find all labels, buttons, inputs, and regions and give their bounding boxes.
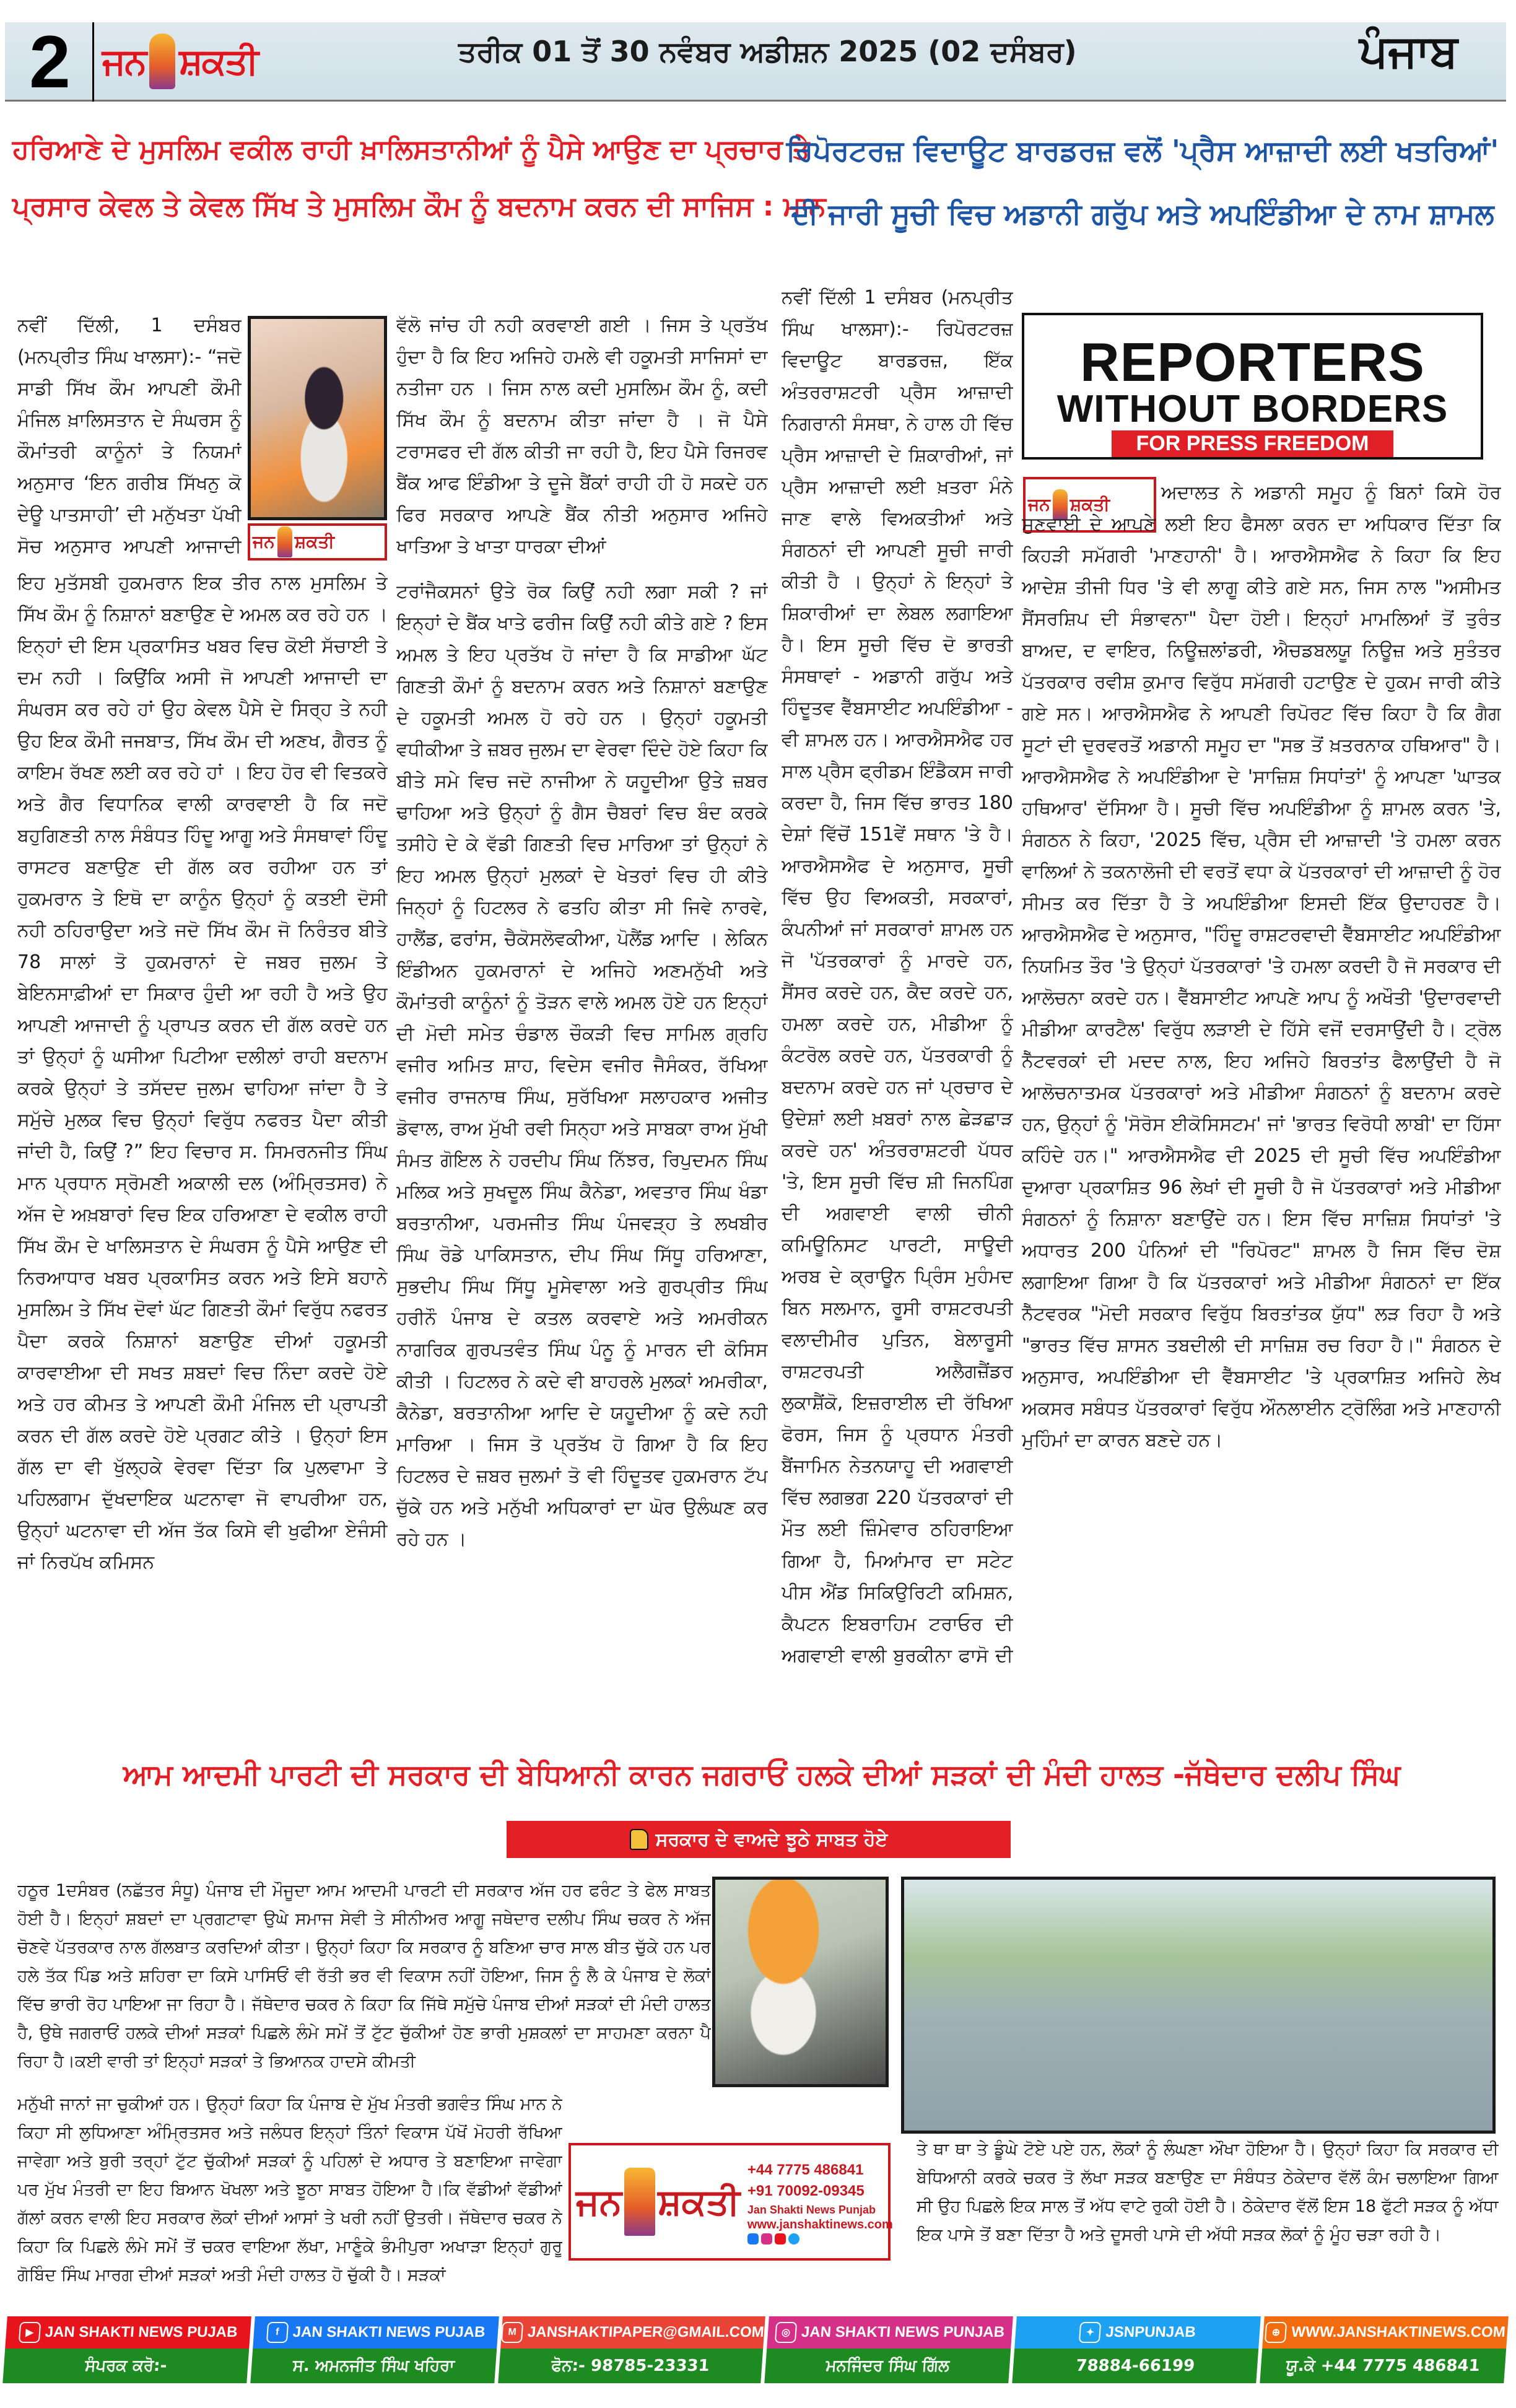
footer-item[interactable] [498, 2316, 765, 2384]
story1-column2-top: ਵੱਲੋ ਜਾਂਚ ਹੀ ਨਹੀ ਕਰਵਾਈ ਗਈ । ਜਿਸ ਤੇ ਪ੍ਰਤੱਖ ਹੁੰਦਾ ਹੈ ਕਿ ਇਹ ਅਜਿਹੇ ਹਮਲੇ ਵੀ ਹਕੂਮਤੀ ਸਾਜਿਸਾਂ ਦਾ ਨਤੀਜਾ ਹਨ । ਜਿਸ ਨਾਲ ਕਦੀ ਮੁਸਲਿਮ ਕੌਮ ਨੂੰ, ਕਦੀ ਸਿੱਖ ਕੌਮ ਨੂੰ ਬਦਨਾਮ ਕੀਤਾ ਜਾਂਦਾ ਹੈ । ਜੋ ਪੈਸੇ ਟਰਾਸਫਰ ਦੀ ਗੱਲ ਕੀਤੀ ਜਾ ਰਹੀ ਹੈ, ਇਹ ਪੈਸੇ ਰਿਜਰਵ ਬੈਂਕ ਆਫ ਇੰਡੀਆ ਤੇ ਦੂਜੇ ਬੈਂਕਾਂ ਰਾਹੀ ਹੀ ਹੋ ਸਕਦੇ ਹਨ ਫਿਰ ਸਰਕਾਰ ਆਪਣੇ ਬੈਂਕ ਨੀਤੀ ਅਨੁਸਾਰ ਅਜਿਹੇ ਖਾਤਿਆ ਤੇ ਖਾਤਾ ਧਾਰਕਾ ਦੀਆਂ [396, 315, 768, 557]
ad-logo-word-1: ਜਨ [1028, 494, 1050, 515]
story3-subheadline: ਸਰਕਾਰ ਦੇ ਵਾਅਦੇ ਝੂਠੇ ਸਾਬਤ ਹੋਏ [655, 1828, 888, 1851]
footer-item-top[interactable] [253, 2316, 499, 2349]
footer-item-contact: 78884-66199 [1012, 2349, 1258, 2383]
footer-item-label: JAN SHAKTI NEWS PUJAB [44, 2324, 238, 2340]
youtube-icon[interactable]: ▶ [19, 2322, 41, 2343]
facebook-icon[interactable] [747, 2233, 759, 2244]
twitter-icon[interactable] [788, 2233, 799, 2244]
footer-item-top[interactable] [500, 2316, 765, 2349]
instagram-icon[interactable] [761, 2233, 772, 2244]
globe-icon[interactable]: ⊕ [1265, 2322, 1287, 2343]
logo-emblem-icon [149, 33, 175, 89]
footer-item-label: JAN SHAKTI NEWS PUNJAB [800, 2324, 1005, 2340]
logo-word-2: ਸ਼ਕਤੀ [179, 40, 258, 82]
ad-logo-word-2: ਸ਼ਕਤੀ [1069, 494, 1110, 515]
section-name: ਪੰਜਾਬ [1359, 25, 1458, 77]
story1-column1-bottom: ਇਹ ਮੁਤੱਸਬੀ ਹੁਕਮਰਾਨ ਇਕ ਤੀਰ ਨਾਲ ਮੁਸਲਿਮ ਤੇ ਸਿੱਖ ਕੌਮ ਨੂੰ ਨਿਸ਼ਾਨਾਂ ਬਣਾਉਣ ਦੇ ਅਮਲ ਕਰ ਰਹੇ ਹਨ । ਇਨ੍ਹਾਂ ਦੀ ਇਸ ਪ੍ਰਕਾਸਿਤ ਖਬਰ ਵਿਚ ਕੋਈ ਸੱਚਾਈ ਤੇ ਦਮ ਨਹੀ । ਕਿਉਂਕਿ ਅਸੀ ਜੋ ਆਪਣੀ ਆਜਾਦੀ ਦਾ ਸੰਘਰਸ ਕਰ ਰਹੇ ਹਾਂ ਉਹ ਕੇਵਲ ਪੈਸੇ ਦੇ ਸਿਰ੍ਹ ਤੇ ਨਹੀ ਉਹ ਇਕ ਕੌਮੀ ਜਜਬਾਤ, ਸਿੱਖ ਕੌਮ ਦੀ ਅਣਖ, ਗੈਰਤ ਨੂੰ ਕਾਇਮ ਰੱਖਣ ਲਈ ਕਰ ਰਹੇ ਹਾਂ । ਇਹ ਹੋਰ ਵੀ ਵਿਤਕਰੇ ਅਤੇ ਗੈਰ ਵਿਧਾਨਿਕ ਵਾਲੀ ਕਾਰਵਾਈ ਹੈ ਕਿ ਜਦੋ ਬਹੁਗਿਣਤੀ ਨਾਲ ਸੰਬੰਧਤ ਹਿੰਦੂ ਆਗੂ ਅਤੇ ਸੰਸਥਾਵਾਂ ਹਿੰਦੂ ਰਾਸਟਰ ਬਣਾਉਣ ਦੀ ਗੱਲ ਕਰ ਰਹੀਆ ਹਨ ਤਾਂ ਹੁਕਮਰਾਨ ਤੇ ਇਥੋ ਦਾ ਕਾਨੂੰਨ ਉਨ੍ਹਾਂ ਨੂੰ ਕਤਈ ਦੋਸੀ ਨਹੀ ਠਹਿਰਾਉਦਾ ਅਤੇ ਜਦੋ ਸਿੱਖ ਕੌਮ ਜੋ ਨਿਰੰਤਰ ਬੀਤੇ 78 ਸਾਲਾਂ ਤੋ ਹੁਕਮਰਾਨਾਂ ਦੇ ਜਬਰ ਜੁਲਮ ਤੇ ਬੇਇਨਸਾਫ਼ੀਆਂ ਦਾ ਸਿਕਾਰ ਹੁੰਦੀ ਆ ਰਹੀ ਹੈ ਅਤੇ ਉਹ ਆਪਣੀ ਆਜਾਦੀ ਨੂੰ ਪ੍ਰਾਪਤ ਕਰਨ ਦੀ ਗੱਲ ਕਰਦੇ ਹਨ ਤਾਂ ਉਨ੍ਹਾਂ ਨੂੰ ਘਸੀਆ ਪਿਟੀਆ ਦਲੀਲਾਂ ਰਾਹੀ ਬਦਨਾਮ ਕਰਕੇ ਉਨ੍ਹਾਂ ਤੇ ਤਸੱਦਦ ਜੁਲਮ ਢਾਹਿਆ ਜਾਂਦਾ ਹੈ ਤੇ ਸਮੁੱਚੇ ਮੁਲਕ ਵਿਚ ਉਨ੍ਹਾਂ ਵਿਰੁੱਧ ਨਫਰਤ ਪੈਦਾ ਕੀਤੀ ਜਾਂਦੀ ਹੈ, ਕਿਉਂ ?” ਇਹ ਵਿਚਾਰ ਸ. ਸਿਮਰਨਜੀਤ ਸਿੰਘ ਮਾਨ ਪ੍ਰਧਾਨ ਸ੍ਰੋਮਣੀ ਅਕਾਲੀ ਦਲ (ਅੰਮ੍ਰਿਤਸਰ) ਨੇ ਅੱਜ ਦੇ ਅਖ਼ਬਾਰਾਂ ਵਿਚ ਇਕ ਹਰਿਆਣਾ ਦੇ ਵਕੀਲ ਰਾਹੀ ਸਿੱਖ ਕੌਮ ਦੇ ਖਾਲਿਸਤਾਨ ਦੇ ਸੰਘਰਸ ਨੂੰ ਪੈਸੇ ਆਉਣ ਦੀ ਨਿਰਆਧਾਰ ਖਬਰ ਪ੍ਰਕਾਸਿਤ ਕਰਨ ਅਤੇ ਇਸੇ ਬਹਾਨੇ ਮੁਸਲਿਮ ਤੇ ਸਿੱਖ ਦੋਵਾਂ ਘੱਟ ਗਿਣਤੀ ਕੌਮਾਂ ਵਿਰੁੱਧ ਨਫਰਤ ਪੈਦਾ ਕਰਕੇ ਨਿਸ਼ਾਨਾਂ ਬਣਾਉਣ ਦੀਆਂ ਹਕੂਮਤੀ ਕਾਰਵਾਈਆ ਦੀ ਸਖਤ ਸ਼ਬਦਾਂ ਵਿਚ ਨਿੰਦਾ ਕਰਦੇ ਹੋਏ ਅਤੇ ਹਰ ਕੀਮਤ ਤੇ ਆਪਣੀ ਕੌਮੀ ਮੰਜਿਲ ਦੀ ਪ੍ਰਾਪਤੀ ਕਰਨ ਦੀ ਗੱਲ ਕਰਦੇ ਹੋਏ ਪ੍ਰਗਟ ਕੀਤੇ । ਉਨ੍ਹਾਂ ਇਸ ਗੱਲ ਦਾ ਵੀ ਖੁੱਲ੍ਹਕੇ ਵੇਰਵਾ ਦਿੱਤਾ ਕਿ ਪੁਲਵਾਮਾ ਤੇ ਪਹਿਲਗਾਮ ਦੁੱਖਦਾਇਕ ਘਟਨਾਵਾ ਜੋ ਵਾਪਰੀਆ ਹਨ, ਉਨ੍ਹਾਂ ਘਟਨਾਵਾ ਦੀ ਅੱਜ ਤੱਕ ਕਿਸੇ ਵੀ ਖੁਫੀਆ ਏਜੰਸੀ ਜਾਂ ਨਿਰਪੱਖ ਕਮਿਸਨ [17, 572, 388, 1573]
story3-speaker-photo [712, 1877, 889, 2087]
rsf-line2: WITHOUT BORDERS [1056, 388, 1448, 430]
footer-item-top[interactable] [1262, 2316, 1509, 2349]
ad-logo-emblem-icon [277, 526, 292, 557]
story2-headline-line2: ਦੀ ਜਾਰੀ ਸੂਚੀ ਵਿਚ ਅਡਾਨੀ ਗਰੁੱਪ ਅਤੇ ਅਪਇੰਡੀਆ ਦੇ ਨਾਮ ਸ਼ਾਮਲ [791, 197, 1494, 230]
instagram-icon[interactable]: ◎ [775, 2322, 797, 2343]
story1-column2-bottom: ਟਰਾਂਜੈਕਸਨਾਂ ਉਤੇ ਰੋਕ ਕਿਉਂ ਨਹੀ ਲਗਾ ਸਕੀ ? ਜਾਂ ਇਨ੍ਹਾਂ ਦੇ ਬੈਂਕ ਖਾਤੇ ਫਰੀਜ ਕਿਉਂ ਨਹੀ ਕੀਤੇ ਗਏ ? ਇਸ ਅਮਲ ਤੇ ਇਹ ਪ੍ਰਤੱਖ ਹੋ ਜਾਂਦਾ ਹੈ ਕਿ ਸਾਡੀਆ ਘੱਟ ਗਿਣਤੀ ਕੌਮਾਂ ਨੂੰ ਬਦਨਾਮ ਕਰਨ ਅਤੇ ਨਿਸ਼ਾਨਾਂ ਬਣਾਉਣ ਦੇ ਹਕੂਮਤੀ ਅਮਲ ਹੋ ਰਹੇ ਹਨ । ਉਨ੍ਹਾਂ ਹਕੂਮਤੀ ਵਧੀਕੀਆ ਤੇ ਜ਼ਬਰ ਜੁਲਮ ਦਾ ਵੇਰਵਾ ਦਿੰਦੇ ਹੋਏ ਕਿਹਾ ਕਿ ਬੀਤੇ ਸਮੇ ਵਿਚ ਜਦੋ ਨਾਜੀਆ ਨੇ ਯਹੂਦੀਆ ਉਤੇ ਜ਼ਬਰ ਢਾਹਿਆ ਅਤੇ ਉਨ੍ਹਾਂ ਨੂੰ ਗੈਸ ਚੈਬਰਾਂ ਵਿਚ ਬੰਦ ਕਰਕੇ ਤਸੀਹੇ ਦੇ ਕੇ ਵੱਡੀ ਗਿਣਤੀ ਵਿਚ ਮਾਰਿਆ ਤਾਂ ਉਨ੍ਹਾਂ ਨੇ ਇਹ ਅਮਲ ਉਨ੍ਹਾਂ ਮੁਲਕਾਂ ਦੇ ਖੇਤਰਾਂ ਵਿਚ ਹੀ ਕੀਤੇ ਜਿਨ੍ਹਾਂ ਨੂੰ ਹਿਟਲਰ ਨੇ ਫਤਹਿ ਕੀਤਾ ਸੀ ਜਿਵੇ ਨਾਰਵੇ, ਹਾਲੈਂਡ, ਫਰਾਂਸ, ਚੈਕੋਸਲੋਵਕੀਆ, ਪੋਲੈਂਡ ਆਦਿ । ਲੇਕਿਨ ਇੰਡੀਅਨ ਹੁਕਮਰਾਨਾਂ ਦੇ ਅਜਿਹੇ ਅਣਮਨੁੱਖੀ ਅਤੇ ਕੌਮਾਂਤਰੀ ਕਾਨੂੰਨਾਂ ਨੂੰ ਤੋੜਨ ਵਾਲੇ ਅਮਲ ਹੋਏ ਹਨ ਇਨ੍ਹਾਂ ਦੀ ਮੋਦੀ ਸਮੇਤ ਚੰਡਾਲ ਚੌਕੜੀ ਵਿਚ ਸਾਮਿਲ ਗ੍ਰਹਿ ਵਜੀਰ ਅਮਿਤ ਸ਼ਾਹ, ਵਿਦੇਸ ਵਜੀਰ ਜੈਸੰਕਰ, ਰੱਖਿਆ ਵਜੀਰ ਰਾਜਨਾਥ ਸਿੰਘ, ਸੁਰੱਖਿਆ ਸਲਾਹਕਾਰ ਅਜੀਤ ਡੋਵਾਲ, ਰਾਅ ਮੁੱਖੀ ਰਵੀ ਸਿਨ੍ਹਾ ਅਤੇ ਸਾਬਕਾ ਰਾਅ ਮੁੱਖੀ ਸੰਮਤ ਗੋਇਲ ਨੇ ਹਰਦੀਪ ਸਿੰਘ ਨਿੱਝਰ, ਰਿਪੁਦਮਨ ਸਿੰਘ ਮਲਿਕ ਅਤੇ ਸੁਖਦੂਲ ਸਿੰਘ ਕੈਨੇਡਾ, ਅਵਤਾਰ ਸਿੰਘ ਖੰਡਾ ਬਰਤਾਨੀਆ, ਪਰਮਜੀਤ ਸਿੰਘ ਪੰਜਵੜ੍ਹ ਤੇ ਲਖਬੀਰ ਸਿੰਘ ਰੋਡੇ ਪਾਕਿਸਤਾਨ, ਦੀਪ ਸਿੰਘ ਸਿੱਧੂ ਹਰਿਆਣਾ, ਸੁਭਦੀਪ ਸਿੰਘ ਸਿੱਧੂ ਮੂਸੇਵਾਲਾ ਅਤੇ ਗੁਰਪ੍ਰੀਤ ਸਿੰਘ ਹਰੀਨੌ ਪੰਜਾਬ ਦੇ ਕਤਲ ਕਰਵਾਏ ਅਤੇ ਅਮਰੀਕਨ ਨਾਗਰਿਕ ਗੁਰਪਤਵੰਤ ਸਿੰਘ ਪੰਨੂ ਨੂੰ ਮਾਰਨ ਦੀ ਕੋਸਿਸ ਕੀਤੀ । ਹਿਟਲਰ ਨੇ ਕਦੇ ਵੀ ਬਾਹਰਲੇ ਮੁਲਕਾਂ ਅਮਰੀਕਾ, ਕੈਨੇਡਾ, ਬਰਤਾਨੀਆ ਆਦਿ ਦੇ ਯਹੂਦੀਆ ਨੂੰ ਕਦੇ ਨਹੀ ਮਾਰਿਆ । ਜਿਸ ਤੋ ਪ੍ਰਤੱਖ ਹੋ ਗਿਆ ਹੈ ਕਿ ਇਹ ਹਿਟਲਰ ਦੇ ਜ਼ਬਰ ਜੁਲਮਾਂ ਤੋ ਵੀ ਹਿੰਦੂਤਵ ਹੁਕਮਰਾਨ ਟੱਪ ਚੁੱਕੇ ਹਨ ਅਤੇ ਮਨੁੱਖੀ ਅਧਿਕਾਰਾਂ ਦਾ ਘੋਰ ਉਲੰਘਣ ਕਰ ਰਹੇ ਹਨ । [396, 581, 768, 1550]
ad-website[interactable]: www.janshaktinews.com [747, 2217, 893, 2231]
story1-headline [12, 121, 826, 235]
story1-column1-top: ਨਵੀਂ ਦਿੱਲੀ, 1 ਦਸੰਬਰ (ਮਨਪ੍ਰੀਤ ਸਿੰਘ ਖਾਲਸਾ):- “ਜਦੋ ਸਾਡੀ ਸਿੱਖ ਕੌਮ ਆਪਣੀ ਕੌਮੀ ਮੰਜਿਲ ਖ਼ਾਲਿਸਤਾਨ ਦੇ ਸੰਘਰਸ ਨੂੰ ਕੌਮਾਂਤਰੀ ਕਾਨੂੰਨਾਂ ਤੇ ਨਿਯਮਾਂ ਅਨੁਸਾਰ ‘ਇਨ ਗਰੀਬ ਸਿੱਖਨੁ ਕੋ ਦੇਊ ਪਾਤਸਾਹੀ’ ਦੀ ਮਨੁੱਖਤਾ ਪੱਖੀ ਸੋਚ ਅਨੁਸਾਰ ਆਪਣੀ ਆਜਾਦੀ [17, 315, 242, 557]
story3-road-photo [901, 1877, 1496, 2134]
page-number: 2 [7, 22, 94, 102]
story3-subheadline-banner [507, 1821, 1011, 1858]
footer-item-contact: ਯੂ.ਕੇ +44 7775 486841 [1260, 2349, 1506, 2383]
pointing-hand-icon [630, 1829, 648, 1850]
footer-item-contact: ਸ. ਅਮਨਜੀਤ ਸਿੰਘ ਖਹਿਰਾ [250, 2349, 497, 2383]
ad-logo-word-1: ਜਨ [253, 531, 275, 552]
footer-item-label: WWW.JANSHAKTINEWS.COM [1291, 2324, 1506, 2340]
story3-headline: ਆਮ ਆਦਮੀ ਪਾਰਟੀ ਦੀ ਸਰਕਾਰ ਦੀ ਬੇਧਿਆਨੀ ਕਾਰਨ ਜਗਰਾਓਂ ਹਲਕੇ ਦੀਆਂ ਸੜਕਾਂ ਦੀ ਮੰਦੀ ਹਾਲਤ -ਜੱਥੇਦਾਰ ਦਲੀਪ ਸਿੰਘ [123, 1758, 1401, 1791]
ad-logo-word-2: ਸ਼ਕਤੀ [658, 2180, 740, 2223]
logo-word-1: ਜਨ [102, 40, 146, 82]
footer-item[interactable] [764, 2316, 1013, 2384]
footer-item-label: JANSHAKTIPAPER@GMAIL.COM [527, 2324, 765, 2340]
rsf-line3: FOR PRESS FREEDOM [1112, 430, 1394, 457]
story2-column2: ਅਦਾਲਤ ਨੇ ਅਡਾਨੀ ਸਮੂਹ ਨੂੰ ਬਿਨਾਂ ਕਿਸੇ ਹੋਰ ਸੁਣਵਾਈ ਦੇ ਆਪਣੇ ਲਈ ਇਹ ਫੈਸਲਾ ਕਰਨ ਦਾ ਅਧਿਕਾਰ ਦਿੱਤਾ ਕਿ ਕਿਹੜੀ ਸਮੱਗਰੀ 'ਮਾਣਹਾਨੀ' ਹੈ। ਆਰਐਸਐਫ ਨੇ ਕਿਹਾ ਕਿ ਇਹ ਆਦੇਸ਼ ਤੀਜੀ ਧਿਰ 'ਤੇ ਵੀ ਲਾਗੂ ਕੀਤੇ ਗਏ ਸਨ, ਜਿਸ ਨਾਲ "ਅਸੀਮਤ ਸੈਂਸਰਸ਼ਿਪ ਦੀ ਸੰਭਾਵਨਾ" ਪੈਦਾ ਹੋਈ। ਇਨ੍ਹਾਂ ਮਾਮਲਿਆਂ ਤੋਂ ਤੁਰੰਤ ਬਾਅਦ, ਦ ਵਾਇਰ, ਨਿਊਜ਼ਲਾਂਡਰੀ, ਐਚਡਬਲਯੂ ਨਿਊਜ਼ ਅਤੇ ਸੁਤੰਤਰ ਪੱਤਰਕਾਰ ਰਵੀਸ਼ ਕੁਮਾਰ ਵਿਰੁੱਧ ਸਮੱਗਰੀ ਹਟਾਉਣ ਦੇ ਹੁਕਮ ਜਾਰੀ ਕੀਤੇ ਗਏ ਸਨ। ਆਰਐਸਐਫ ਨੇ ਆਪਣੀ ਰਿਪੋਰਟ ਵਿੱਚ ਕਿਹਾ ਹੈ ਕਿ ਗੈਗ ਸੂਟਾਂ ਦੀ ਦੁਰਵਰਤੋਂ ਅਡਾਨੀ ਸਮੂਹ ਦਾ "ਸਭ ਤੋਂ ਖ਼ਤਰਨਾਕ ਹਥਿਆਰ" ਹੈ। ਆਰਐਸਐਫ ਨੇ ਅਪਇੰਡੀਆ ਦੇ 'ਸਾਜ਼ਿਸ਼ ਸਿਧਾਂਤਾਂ' ਨੂੰ ਆਪਣਾ 'ਘਾਤਕ ਹਥਿਆਰ' ਦੱਸਿਆ ਹੈ। ਸੂਚੀ ਵਿੱਚ ਅਪਇੰਡੀਆ ਨੂੰ ਸ਼ਾਮਲ ਕਰਨ 'ਤੇ, ਸੰਗਠਨ ਨੇ ਕਿਹਾ, '2025 ਵਿੱਚ, ਪ੍ਰੈਸ ਦੀ ਆਜ਼ਾਦੀ 'ਤੇ ਹਮਲਾ ਕਰਨ ਵਾਲਿਆਂ ਨੇ ਤਕਨਾਲੋਜੀ ਦੀ ਵਰਤੋਂ ਵਧਾ ਕੇ ਪੱਤਰਕਾਰਾਂ ਦੀ ਆਜ਼ਾਦੀ ਨੂੰ ਹੋਰ ਸੀਮਤ ਕਰ ਦਿੱਤਾ ਹੈ ਤੇ ਅਪਇੰਡੀਆ ਇਸਦੀ ਇੱਕ ਉਦਾਹਰਣ ਹੈ। ਆਰਐਸਐਫ ਦੇ ਅਨੁਸਾਰ, "ਹਿੰਦੂ ਰਾਸ਼ਟਰਵਾਦੀ ਵੈੱਬਸਾਈਟ ਅਪਇੰਡੀਆ ਨਿਯਮਿਤ ਤੌਰ 'ਤੇ ਉਨ੍ਹਾਂ ਪੱਤਰਕਾਰਾਂ 'ਤੇ ਹਮਲਾ ਕਰਦੀ ਹੈ ਜੋ ਸਰਕਾਰ ਦੀ ਆਲੋਚਨਾ ਕਰਦੇ ਹਨ। ਵੈੱਬਸਾਈਟ ਆਪਣੇ ਆਪ ਨੂੰ ਅਖੌਤੀ 'ਉਦਾਰਵਾਦੀ ਮੀਡੀਆ ਕਾਰਟੈਲ' ਵਿਰੁੱਧ ਲੜਾਈ ਦੇ ਹਿੱਸੇ ਵਜੋਂ ਦਰਸਾਉਂਦੀ ਹੈ। ਟ੍ਰੋਲ ਨੈੱਟਵਰਕਾਂ ਦੀ ਮਦਦ ਨਾਲ, ਇਹ ਅਜਿਹੇ ਬਿਰਤਾਂਤ ਫੈਲਾਉਂਦੀ ਹੈ ਜੋ ਆਲੋਚਨਾਤਮਕ ਪੱਤਰਕਾਰਾਂ ਅਤੇ ਮੀਡੀਆ ਸੰਗਠਨਾਂ ਨੂੰ ਬਦਨਾਮ ਕਰਦੇ ਹਨ, ਉਨ੍ਹਾਂ ਨੂੰ 'ਸੋਰੋਸ ਈਕੋਸਿਸਟਮ' ਜਾਂ 'ਭਾਰਤ ਵਿਰੋਧੀ ਲਾਬੀ' ਦਾ ਹਿੱਸਾ ਕਹਿੰਦੇ ਹਨ।" ਆਰਐਸਐਫ ਦੀ 2025 ਦੀ ਸੂਚੀ ਵਿੱਚ ਅਪਇੰਡੀਆ ਦੁਆਰਾ ਪ੍ਰਕਾਸ਼ਿਤ 96 ਲੇਖਾਂ ਦੀ ਸੂਚੀ ਹੈ ਜੋ ਪੱਤਰਕਾਰਾਂ ਅਤੇ ਮੀਡੀਆ ਸੰਗਠਨਾਂ ਨੂੰ ਨਿਸ਼ਾਨਾ ਬਣਾਉਂਦੇ ਹਨ। ਇਸ ਵਿੱਚ ਸਾਜ਼ਿਸ਼ ਸਿਧਾਂਤਾਂ 'ਤੇ ਅਧਾਰਤ 200 ਪੰਨਿਆਂ ਦੀ "ਰਿਪੋਰਟ" ਸ਼ਾਮਲ ਹੈ ਜਿਸ ਵਿੱਚ ਦੋਸ਼ ਲਗਾਇਆ ਗਿਆ ਹੈ ਕਿ ਪੱਤਰਕਾਰਾਂ ਅਤੇ ਮੀਡੀਆ ਸੰਗਠਨਾਂ ਦਾ ਇੱਕ ਨੈੱਟਵਰਕ "ਮੋਦੀ ਸਰਕਾਰ ਵਿਰੁੱਧ ਬਿਰਤਾਂਤਕ ਯੁੱਧ" ਲੜ ਰਿਹਾ ਹੈ ਅਤੇ "ਭਾਰਤ ਵਿੱਚ ਸ਼ਾਸਨ ਤਬਦੀਲੀ ਦੀ ਸਾਜ਼ਿਸ਼ ਰਚ ਰਿਹਾ ਹੈ।" ਸੰਗਠਨ ਦੇ ਅਨੁਸਾਰ, ਅਪਇੰਡੀਆ ਦੀ ਵੈੱਬਸਾਈਟ 'ਤੇ ਪ੍ਰਕਾਸ਼ਿਤ ਅਜਿਹੇ ਲੇਖ ਅਕਸਰ ਸਬੰਧਤ ਪੱਤਰਕਾਰਾਂ ਵਿਰੁੱਧ ਔਨਲਾਈਨ ਟ੍ਰੋਲਿੰਗ ਅਤੇ ਮਾਣਹਾਨੀ ਮੁਹਿੰਮਾਂ ਦਾ ਕਾਰਨ ਬਣਦੇ ਹਨ। [1022, 482, 1501, 1451]
story3-body-right: ਤੇ ਥਾ ਥਾ ਤੇ ਡੂੰਘੇ ਟੋਏ ਪਏ ਹਨ, ਲੋਕਾਂ ਨੂੰ ਲੰਘਣਾ ਔਖਾ ਹੋਇਆ ਹੈ। ਉਨ੍ਹਾਂ ਕਿਹਾ ਕਿ ਸਰਕਾਰ ਦੀ ਬੇਧਿਆਨੀ ਕਰਕੇ ਚਕਰ ਤੋ ਲੱਖਾ ਸੜਕ ਬਣਾਉਣ ਦਾ ਸੰਬੰਧਤ ਠੇਕੇਦਾਰ ਵੱਲੋਂ ਕੰਮ ਚਲਾਇਆ ਗਿਆ ਸੀ ਉਹ ਪਿਛਲੇ ਇਕ ਸਾਲ ਤੋਂ ਅੱਧ ਵਾਟੇ ਰੁਕੀ ਹੋਈ ਹੈ। ਠੇਕੇਦਾਰ ਵੱਲੋਂ ਇਸ 18 ਫੁੱਟੀ ਸੜਕ ਨੂੰ ਅੱਧਾ ਇਕ ਪਾਸੇ ਤੋਂ ਬਣਾ ਦਿੱਤਾ ਹੈ ਅਤੇ ਦੂਸਰੀ ਪਾਸੇ ਦੀ ਅੱਧੀ ਸੜਕ ਲੋਕਾਂ ਨੂੰ ਮੂੰਹ ਚੜਾ ਰਹੀ ਹੈ। [917, 2140, 1499, 2244]
twitter-icon[interactable]: ✦ [1079, 2322, 1101, 2343]
footer-item-top[interactable] [767, 2316, 1013, 2349]
rsf-line1: REPORTERS [1080, 331, 1425, 393]
story1-headline-line2: ਪ੍ਰਸਾਰ ਕੇਵਲ ਤੇ ਕੇਵਲ ਸਿੱਖ ਤੇ ਮੁਸਲਿਮ ਕੌਮ ਨੂੰ ਬਦਨਾਮ ਕਰਨ ਦੀ ਸਾਜਿਸ : ਮਾਨ [12, 191, 826, 222]
facebook-icon[interactable]: f [266, 2322, 289, 2343]
ad-phone-in: +91 70092-09345 [747, 2182, 865, 2199]
footer-item-contact: ਮਨਜਿੰਦਰ ਸਿੰਘ ਗਿੱਲ [764, 2349, 1011, 2383]
youtube-icon[interactable] [775, 2233, 786, 2244]
ad-name: Jan Shakti News Punjab [747, 2203, 876, 2216]
ad-phone-uk: +44 7775 486841 [747, 2161, 864, 2178]
story3-body-left: ਮਨੁੱਖੀ ਜਾਨਾਂ ਜਾ ਚੁਕੀਆਂ ਹਨ। ਉਨ੍ਹਾਂ ਕਿਹਾ ਕਿ ਪੰਜਾਬ ਦੇ ਮੁੱਖ ਮੰਤਰੀ ਭਗਵੰਤ ਸਿੰਘ ਮਾਨ ਨੇ ਕਿਹਾ ਸੀ ਲੁਧਿਆਣਾ ਅੰਮ੍ਰਿਤਸਰ ਅਤੇ ਜਲੰਧਰ ਇਨ੍ਹਾਂ ਤਿੰਨਾਂ ਵਿਕਾਸ ਪੱਖੋਂ ਮੋਹਰੀ ਰੱਖਿਆ ਜਾਵੇਗਾ ਅਤੇ ਬੁਰੀ ਤਰ੍ਹਾਂ ਟੁੱਟ ਚੁੱਕੀਆਂ ਸੜਕਾਂ ਨੂੰ ਪਹਿਲਾਂ ਦੇ ਅਧਾਰ ਤੇ ਬਣਾਇਆ ਜਾਵੇਗਾ ਪਰ ਮੁੱਖ ਮੰਤਰੀ ਦਾ ਇਹ ਬਿਆਨ ਖੋਖਲਾ ਅਤੇ ਝੂਠਾ ਸਾਬਤ ਹੋਇਆ ਹੈ।ਕਿ ਵੱਡੀਆਂ ਵੱਡੀਆਂ ਗੱਲਾਂ ਕਰਨ ਵਾਲੀ ਇਹ ਸਰਕਾਰ ਲੋਕਾਂ ਦੀਆਂ ਆਸਾਂ ਤੇ ਖਰੀ ਨਹੀਂ ਉਤਰੀ। ਜੱਥੇਦਾਰ ਚਕਰ ਨੇ ਕਿਹਾ ਕਿ ਪਿਛਲੇ ਲੰਮੇ ਸਮੇਂ ਤੋਂ ਚਕਰ ਵਾਇਆ ਲੱਖਾ, ਮਾਣੂੰਕੇ ਭੰਮੀਪੁਰਾ ਅਖਾੜਾ ਇਨ੍ਹਾਂ ਗੁਰੂ ਗੋਬਿੰਦ ਸਿੰਘ ਮਾਰਗ ਦੀਆਂ ਸੜਕਾਂ ਅਤੀ ਮੰਦੀ ਹਾਲਤ ਹੋ ਚੁੱਕੀ ਹੈ। ਸੜਕਾਂ [17, 2095, 562, 2285]
story3-body-top: ਹਠੂਰ 1ਦਸੰਬਰ (ਨਛੱਤਰ ਸੰਧੂ) ਪੰਜਾਬ ਦੀ ਮੌਜੂਦਾ ਆਮ ਆਦਮੀ ਪਾਰਟੀ ਦੀ ਸਰਕਾਰ ਅੱਜ ਹਰ ਫਰੰਟ ਤੇ ਫੇਲ ਸਾਬਤ ਹੋਈ ਹੈ। ਇਨ੍ਹਾਂ ਸ਼ਬਦਾਂ ਦਾ ਪ੍ਰਗਟਾਵਾ ਉਘੇ ਸਮਾਜ ਸੇਵੀ ਤੇ ਸੀਨੀਅਰ ਆਗੂ ਜਥੇਦਾਰ ਦਲੀਪ ਸਿੰਘ ਚਕਰ ਨੇ ਅੱਜ ਚੋਣਵੇ ਪੱਤਰਕਾਰ ਨਾਲ ਗੱਲਬਾਤ ਕਰਦਿਆਂ ਕੀਤਾ। ਉਨ੍ਹਾਂ ਕਿਹਾ ਕਿ ਸਰਕਾਰ ਨੂੰ ਬਣਿਆ ਚਾਰ ਸਾਲ ਬੀਤ ਚੁੱਕੇ ਹਨ ਪਰ ਹਲੇ ਤੱਕ ਪਿੰਡ ਅਤੇ ਸ਼ਹਿਰਾ ਦਾ ਕਿਸੇ ਪਾਸਿਓਂ ਵੀ ਰੱਤੀ ਭਰ ਵੀ ਵਿਕਾਸ ਨਹੀਂ ਹੋਇਆ, ਜਿਸ ਨੂੰ ਲੈ ਕੇ ਪੰਜਾਬ ਦੇ ਲੋਕਾਂ ਵਿੱਚ ਭਾਰੀ ਰੋਹ ਪਾਇਆ ਜਾ ਰਿਹਾ ਹੈ। ਜੱਥੇਦਾਰ ਚਕਰ ਨੇ ਕਿਹਾ ਕਿ ਜਿੱਥੇ ਸਮੁੱਚੇ ਪੰਜਾਬ ਦੀਆਂ ਸੜਕਾਂ ਦੀ ਮੰਦੀ ਹਾਲਤ ਹੈ, ਉਥੇ ਜਗਰਾਓਂ ਹਲਕੇ ਦੀਆਂ ਸੜਕਾਂ ਪਿਛਲੇ ਲੰਮੇ ਸਮੇਂ ਤੋਂ ਟੁੱਟ ਚੁੱਕੀਆਂ ਹੋਣ ਭਾਰੀ ਮੁਸ਼ਕਲਾਂ ਦਾ ਸਾਹਮਣਾ ਕਰਨਾ ਪੈ ਰਿਹਾ ਹੈ।ਕਈ ਵਾਰੀ ਤਾਂ ਇਨ੍ਹਾਂ ਸੜਕਾਂ ਤੇ ਭਿਆਨਕ ਹਾਦਸੇ ਕੀਮਤੀ [17, 1881, 711, 2071]
jan-shakti-ad-small-1[interactable] [248, 523, 387, 561]
edition-date: ਤਰੀਕ 01 ਤੋਂ 30 ਨਵੰਬਰ ਅਡੀਸ਼ਨ 2025 (02 ਦਸੰਬਰ) [458, 35, 1077, 68]
ad-logo [576, 2168, 740, 2236]
footer-item[interactable] [1260, 2316, 1509, 2384]
reporters-without-borders-image [1022, 313, 1483, 460]
ad-social-icons [747, 2233, 893, 2244]
ad-logo [253, 526, 334, 557]
footer-item-top[interactable] [1014, 2316, 1261, 2349]
gmail-icon[interactable]: M [501, 2322, 523, 2343]
ad-logo-word-1: ਜਨ [576, 2180, 622, 2223]
ad-logo-emblem-icon [624, 2168, 655, 2236]
jan-shakti-ad-large[interactable] [568, 2143, 891, 2261]
story2-column1: ਨਵੀਂ ਦਿੱਲੀ 1 ਦਸੰਬਰ (ਮਨਪ੍ਰੀਤ ਸਿੰਘ ਖਾਲਸਾ):- ਰਿਪੋਰਟਰਜ਼ ਵਿਦਾਊਟ ਬਾਰਡਰਜ਼, ਇੱਕ ਅੰਤਰਰਾਸ਼ਟਰੀ ਪ੍ਰੈਸ ਆਜ਼ਾਦੀ ਨਿਗਰਾਨੀ ਸੰਸਥਾ, ਨੇ ਹਾਲ ਹੀ ਵਿੱਚ ਪ੍ਰੈਸ ਆਜ਼ਾਦੀ ਦੇ ਸ਼ਿਕਾਰੀਆਂ, ਜਾਂ ਪ੍ਰੈਸ ਆਜ਼ਾਦੀ ਲਈ ਖ਼ਤਰਾ ਮੰਨੇ ਜਾਣ ਵਾਲੇ ਵਿਅਕਤੀਆਂ ਅਤੇ ਸੰਗਠਨਾਂ ਦੀ ਆਪਣੀ ਸੂਚੀ ਜਾਰੀ ਕੀਤੀ ਹੈ । ਉਨ੍ਹਾਂ ਨੇ ਇਨ੍ਹਾਂ ਤੇ ਸ਼ਿਕਾਰੀਆਂ ਦਾ ਲੇਬਲ ਲਗਾਇਆ ਹੈ। ਇਸ ਸੂਚੀ ਵਿੱਚ ਦੋ ਭਾਰਤੀ ਸੰਸਥਾਵਾਂ - ਅਡਾਨੀ ਗਰੁੱਪ ਅਤੇ ਹਿੰਦੂਤਵ ਵੈੱਬਸਾਈਟ ਅਪਇੰਡੀਆ - ਵੀ ਸ਼ਾਮਲ ਹਨ। ਆਰਐਸਐਫ ਹਰ ਸਾਲ ਪ੍ਰੈਸ ਫ੍ਰੀਡਮ ਇੰਡੈਕਸ ਜਾਰੀ ਕਰਦਾ ਹੈ, ਜਿਸ ਵਿੱਚ ਭਾਰਤ 180 ਦੇਸ਼ਾਂ ਵਿੱਚੋਂ 151ਵੇਂ ਸਥਾਨ 'ਤੇ ਹੈ। ਆਰਐਸਐਫ ਦੇ ਅਨੁਸਾਰ, ਸੂਚੀ ਵਿੱਚ ਉਹ ਵਿਅਕਤੀ, ਸਰਕਾਰਾਂ, ਕੰਪਨੀਆਂ ਜਾਂ ਸਰਕਾਰਾਂ ਸ਼ਾਮਲ ਹਨ ਜੋ 'ਪੱਤਰਕਾਰਾਂ ਨੂੰ ਮਾਰਦੇ ਹਨ, ਸੈਂਸਰ ਕਰਦੇ ਹਨ, ਕੈਦ ਕਰਦੇ ਹਨ, ਹਮਲਾ ਕਰਦੇ ਹਨ, ਮੀਡੀਆ ਨੂੰ ਕੰਟਰੋਲ ਕਰਦੇ ਹਨ, ਪੱਤਰਕਾਰੀ ਨੂੰ ਬਦਨਾਮ ਕਰਦੇ ਹਨ ਜਾਂ ਪ੍ਰਚਾਰ ਦੇ ਉਦੇਸ਼ਾਂ ਲਈ ਖ਼ਬਰਾਂ ਨਾਲ ਛੇੜਛਾੜ ਕਰਦੇ ਹਨ' ਅੰਤਰਰਾਸ਼ਟਰੀ ਪੱਧਰ 'ਤੇ, ਇਸ ਸੂਚੀ ਵਿੱਚ ਸ਼ੀ ਜਿਨਪਿੰਗ ਦੀ ਅਗਵਾਈ ਵਾਲੀ ਚੀਨੀ ਕਮਿਊਨਿਸਟ ਪਾਰਟੀ, ਸਾਊਦੀ ਅਰਬ ਦੇ ਕ੍ਰਾਊਨ ਪ੍ਰਿੰਸ ਮੁਹੰਮਦ ਬਿਨ ਸਲਮਾਨ, ਰੂਸੀ ਰਾਸ਼ਟਰਪਤੀ ਵਲਾਦੀਮੀਰ ਪੁਤਿਨ, ਬੇਲਾਰੂਸੀ ਰਾਸ਼ਟਰਪਤੀ ਅਲੈਗਜ਼ੈਂਡਰ ਲੁਕਾਸ਼ੈਂਕੋ, ਇਜ਼ਰਾਈਲ ਦੀ ਰੱਖਿਆ ਫੋਰਸ, ਜਿਸ ਨੂੰ ਪ੍ਰਧਾਨ ਮੰਤਰੀ ਬੈਂਜਾਮਿਨ ਨੇਤਨਯਾਹੂ ਦੀ ਅਗਵਾਈ ਵਿੱਚ ਲਗਭਗ 220 ਪੱਤਰਕਾਰਾਂ ਦੀ ਮੌਤ ਲਈ ਜ਼ਿੰਮੇਵਾਰ ਠਹਿਰਾਇਆ ਗਿਆ ਹੈ, ਮਿਆਂਮਾਰ ਦਾ ਸਟੇਟ ਪੀਸ ਐਂਡ ਸਿਕਿਉਰਿਟੀ ਕਮਿਸ਼ਨ, ਕੈਪਟਨ ਇਬਰਾਹਿਮ ਟਰਾਓਰ ਦੀ ਅਗਵਾਈ ਵਾਲੀ ਬੁਰਕੀਨਾ ਫਾਸੋ ਦੀ [782, 287, 1013, 1667]
footer-item-label: JAN SHAKTI NEWS PUJAB [292, 2324, 486, 2340]
footer-item[interactable] [2, 2316, 251, 2384]
ad-logo-word-2: ਸ਼ਕਤੀ [294, 531, 334, 552]
footer-item-top[interactable] [5, 2316, 251, 2349]
footer-item-label: JSNPUNJAB [1105, 2324, 1196, 2340]
newspaper-logo [102, 27, 258, 95]
footer-item[interactable] [1012, 2316, 1261, 2384]
footer-contact-strip [5, 2316, 1506, 2384]
story1-photo [248, 316, 387, 520]
story2-headline-line1: ਰਿਪੋਰਟਰਜ਼ ਵਿਦਾਊਟ ਬਾਰਡਰਜ਼ ਵਲੋਂ 'ਪ੍ਰੈਸ ਆਜ਼ਾਦੀ ਲਈ ਖਤਰਿਆਂ' [786, 134, 1499, 167]
story1-headline-line1: ਹਰਿਆਣੇ ਦੇ ਮੁਸਲਿਮ ਵਕੀਲ ਰਾਹੀ ਖ਼ਾਲਿਸਤਾਨੀਆਂ ਨੂੰ ਪੈਸੇ ਆਉਣ ਦਾ ਪ੍ਰਚਾਰ ਤੇ [12, 134, 810, 165]
footer-item-contact: ਸੰਪਰਕ ਕਰੋ:- [2, 2349, 249, 2383]
footer-item-contact: ਫੋਨ:- 98785-23331 [498, 2349, 763, 2383]
ad-contact [747, 2160, 893, 2244]
footer-item[interactable] [250, 2316, 499, 2384]
story2-headline [774, 119, 1511, 245]
